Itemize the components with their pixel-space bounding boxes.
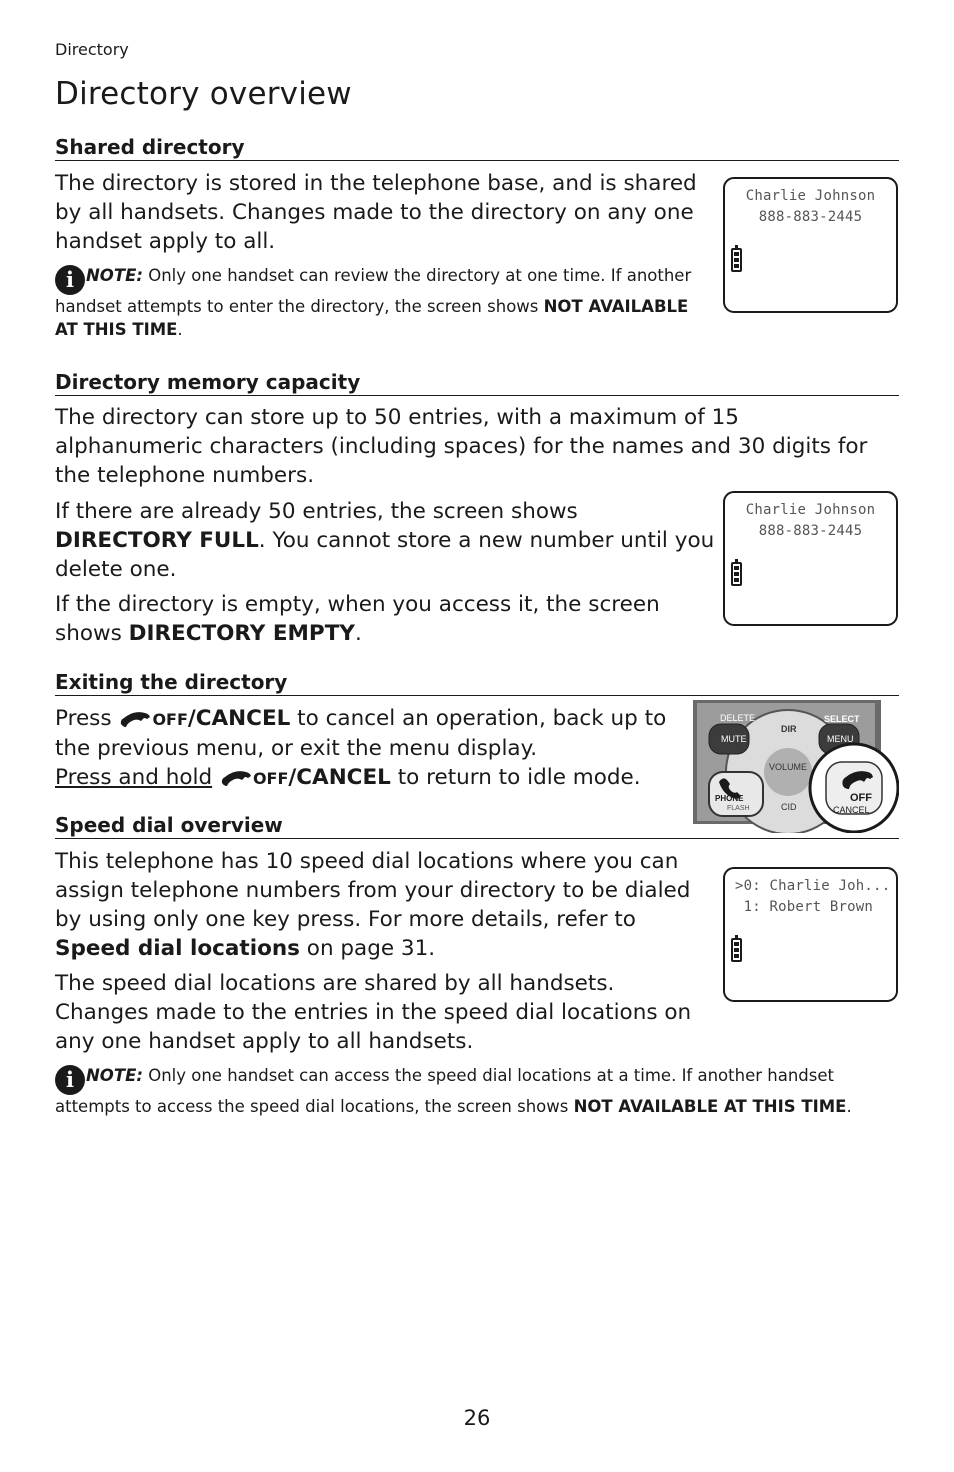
section-heading-shared-directory: Shared directory	[55, 134, 899, 161]
screen-line-2: 1: Robert Brown	[735, 899, 874, 915]
exiting-text: to cancel an operation, back up to the previous menu, or exit the menu display.	[55, 706, 667, 761]
speed-dial-paragraph-1	[55, 847, 705, 963]
screen-line-1: Charlie Johnson	[745, 188, 876, 204]
note-label: NOTE:	[86, 266, 143, 285]
memory-p2-text: If there are already 50 entries, the screen shows	[55, 499, 578, 524]
note-bold-text: NOT AVAILABLE AT THIS TIME	[573, 1097, 847, 1116]
delete-key-label: DELETE	[720, 713, 756, 723]
memory-paragraph-2	[55, 497, 720, 584]
dir-key-label: DIR	[781, 724, 797, 734]
note-end: .	[846, 1097, 852, 1116]
off-cancel-phone-icon	[118, 708, 152, 728]
running-head: Directory	[55, 40, 129, 59]
speed-dial-paragraph-2: The speed dial locations are shared by all handsets. Changes made to the entries in the speed dial locations on any one handset apply to all handsets.	[55, 971, 692, 1054]
section-heading-speed-dial: Speed dial overview	[55, 812, 899, 839]
off-key-label: OFF	[152, 710, 188, 729]
cancel-key-label: /CANCEL	[288, 765, 391, 790]
battery-icon	[731, 248, 742, 272]
cid-key-label: CID	[781, 802, 797, 812]
memory-p2-text-end: . You cannot store a new number until you delete one.	[55, 528, 715, 582]
handset-screen-3	[723, 867, 898, 1002]
page-title: Directory overview	[55, 76, 352, 112]
off-cancel-phone-icon	[219, 767, 253, 787]
volume-key-label: VOLUME	[769, 762, 808, 772]
off-key-label: OFF	[252, 769, 289, 788]
speed-dial-note	[55, 1064, 895, 1118]
screen-line-1: >0: Charlie Joh...	[735, 878, 891, 894]
press-and-hold-text: Press and hold	[55, 765, 213, 790]
screen-line-2: 888-883-2445	[758, 209, 863, 225]
exiting-text-end: to return to idle mode.	[390, 765, 641, 790]
handset-screen-2	[723, 491, 898, 626]
memory-p3-text: If the directory is empty, when you access it, the screen shows	[55, 592, 660, 646]
exiting-paragraph	[55, 704, 675, 793]
section-heading-memory-capacity: Directory memory capacity	[55, 369, 899, 396]
screen-line-2: 888-883-2445	[758, 523, 863, 539]
directory-empty-text: DIRECTORY EMPTY	[128, 621, 355, 646]
memory-paragraph-3	[55, 590, 695, 648]
memory-paragraph-1: The directory can store up to 50 entries, with a maximum of 15 alphanumeric characters (including spaces) for the names and 30 digits for the telephone numbers.	[55, 405, 868, 488]
flash-key-label: FLASH	[727, 805, 750, 812]
select-key-label: SELECT	[824, 714, 860, 724]
section-heading-exiting: Exiting the directory	[55, 669, 899, 696]
shared-directory-paragraph: The directory is stored in the telephone base, and is shared by all handsets. Changes made to the directory on any one handset apply to all.	[55, 171, 697, 254]
cancel-key-label: /CANCEL	[187, 706, 291, 731]
press-text: Press	[55, 706, 112, 731]
note-label: NOTE:	[86, 1066, 143, 1085]
directory-full-text: DIRECTORY FULL	[55, 528, 259, 553]
note-bold-text: NOT AVAILABLE AT THIS TIME	[55, 297, 689, 339]
phone-key-label: PHONE	[715, 794, 744, 803]
off-key-label: OFF	[850, 792, 872, 804]
speed-dial-locations-link-text: Speed dial locations	[55, 936, 300, 961]
screen-line-1: Charlie Johnson	[745, 502, 876, 518]
note-end: .	[177, 320, 183, 339]
memory-p3-text-end: .	[354, 621, 362, 646]
speed-dial-text: This telephone has 10 speed dial locations where you can assign telephone numbers from your directory to be dialed by using only one key press. For more details, refer to	[55, 849, 691, 932]
battery-icon	[731, 562, 742, 586]
note-text: Only one handset can access the speed dial locations at a time. If another handset attempts to access the speed dial locations, the screen shows	[55, 1066, 834, 1116]
handset-screen-1	[723, 177, 898, 313]
cancel-key-label: CANCEL	[833, 805, 870, 815]
speed-dial-text-end: on page 31.	[299, 936, 436, 961]
battery-icon	[731, 938, 742, 962]
info-icon: i	[55, 1065, 85, 1095]
page-number: 26	[463, 1406, 491, 1430]
mute-key-label: MUTE	[721, 734, 747, 744]
note-text: Only one handset can review the directory at one time. If another handset attempts to enter the directory, the screen shows	[55, 266, 692, 316]
menu-key-label: MENU	[827, 734, 854, 744]
info-icon: i	[55, 265, 85, 295]
shared-directory-note	[55, 264, 705, 341]
